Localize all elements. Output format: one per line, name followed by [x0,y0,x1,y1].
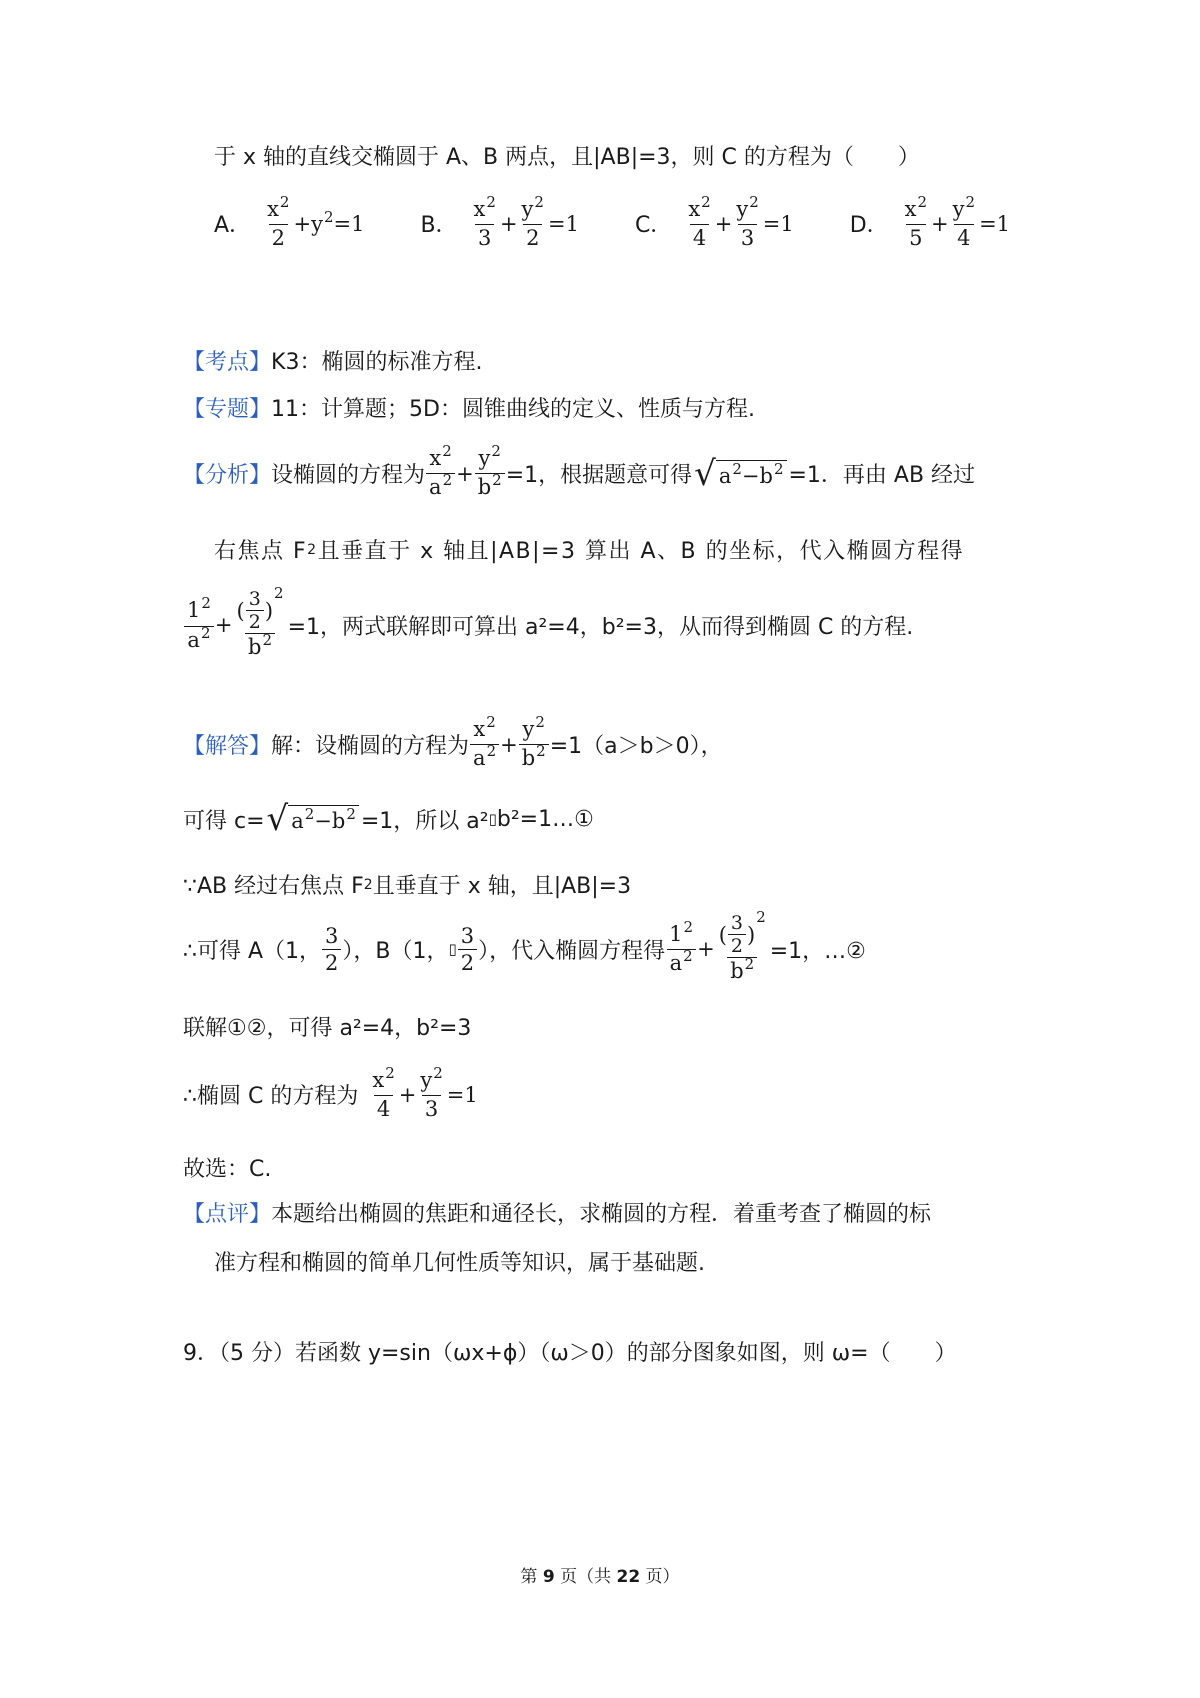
jieda-line-4: ∴可得 A（1， $\frac{3}{2}$ ），B（1， ▯ $\frac{3}{2}$ ），代入椭圆方程得 $\frac{1^2}{a^2}$ + ( $\frac{3}{2}$ ) 2 $b^2$ =1，…② [183,912,866,986]
fenxi-tag: 【分析】 [183,463,272,488]
jieda-line-2: 可得 c= √ $a^2-b^2$ =1，所以 a² ▯ b²=1…① [183,799,594,839]
fraction: $\frac{y^2}{b^2}$ [519,716,549,773]
fenxi-line-2: 右焦点 F 2 且垂直于 x 轴且|AB|=3 算出 A、B 的坐标，代入椭圆方程得 [214,539,965,564]
question-9: 9．（5 分）若函数 y=sin（ωx+ϕ）（ω＞0）的部分图象如图，则 ω=（ ） [183,1341,957,1366]
dianping-line-2: 准方程和椭圆的简单几何性质等知识，属于基础题. [214,1251,705,1276]
dianping-tag: 【点评】 [183,1202,272,1227]
fraction: $\frac{3}{2}$ [458,923,477,976]
fraction: $\frac{y^2}{3}$ [420,1064,443,1121]
dianping-line-1: 【点评】 本题给出椭圆的焦距和通径长，求椭圆的方程．着重考查了椭圆的标 [183,1197,931,1228]
fraction: $\frac{1^2}{a^2}$ [184,596,214,655]
jieda-line-7: 故选：C. [183,1157,272,1182]
fraction: ( $\frac{3}{2}$ ) 2 $b^2$ [234,588,287,662]
fraction: $\frac{y^2}{3}$ [736,193,759,250]
fraction: $\frac{y^2}{2}$ [521,193,544,250]
option-a[interactable]: A． $\frac{x^2}{2}$ + $y^2$ =1 [214,193,365,250]
sqrt-expression: √ $a^2-b^2$ [694,457,786,491]
fraction: $\frac{1^2}{a^2}$ [666,921,696,978]
jieda-line-6: ∴椭圆 C 的方程为 $\frac{x^2}{4}$ + $\frac{y^2}{3}$ =1 [183,1064,478,1121]
options-row [214,193,1066,251]
fraction: $\frac{x^2}{a^2}$ [426,445,455,502]
jieda-tag: 【解答】 [183,734,272,759]
option-c[interactable]: C． $\frac{x^2}{4}$ + $\frac{y^2}{3}$ =1 [634,193,794,250]
sqrt-expression: √ $a^2-b^2$ [267,802,359,836]
fraction: $\frac{y^2}{4}$ [952,193,976,250]
fraction: $\frac{x^2}{4}$ [372,1064,395,1121]
fraction: $\frac{x^2}{5}$ [904,193,928,250]
fraction: $\frac{x^2}{4}$ [688,193,711,250]
page-footer: 第 9 页（共 22 页） [520,1567,680,1587]
zhuanti-line: 【专题】 11：计算题；5D：圆锥曲线的定义、性质与方程. [183,392,755,423]
question-tail: 于 x 轴的直线交椭圆于 A、B 两点，且|AB|=3，则 C 的方程为（ ） [214,145,920,170]
fraction: $\frac{x^2}{3}$ [473,193,496,250]
fraction: $\frac{x^2}{2}$ [267,193,290,250]
fraction: ( $\frac{3}{2}$ ) 2 $b^2$ [716,912,769,986]
fraction: $\frac{3}{2}$ [322,923,341,976]
fraction: $\frac{x^2}{a^2}$ [470,716,499,773]
fenxi-line-3: $\frac{1^2}{a^2}$ + ( $\frac{3}{2}$ ) 2 $b^2$ =1， 两式联解即可算出 a²=4，b²=3，从而得到椭圆 C 的方程. [183,588,913,662]
option-b[interactable]: B． $\frac{x^2}{3}$ + $\frac{y^2}{2}$ =1 [420,193,579,250]
fraction: $\frac{y^2}{b^2}$ [475,445,505,502]
jieda-line-5: 联解①②，可得 a²=4，b²=3 [183,1016,472,1041]
jieda-line-1: 【解答】 解：设椭圆的方程为 $\frac{x^2}{a^2}$ + $\frac{y^2}{b^2}$ =1（a＞b＞0）， [183,716,723,773]
option-d[interactable]: D． $\frac{x^2}{5}$ + $\frac{y^2}{4}$ =1 [849,193,1011,250]
jieda-line-3: ∵AB 经过右焦点 F 2 且垂直于 x 轴，且|AB|=3 [183,874,632,899]
fenxi-line-1: 【分析】 设椭圆的方程为 $\frac{x^2}{a^2}$ + $\frac{y^2}{b^2}$ =1，根据题意可得 √ $a^2-b^2$ =1．再由 AB 经过 [183,445,975,502]
kaodian-line: 【考点】 K3：椭圆的标准方程. [183,345,482,376]
kaodian-tag: 【考点】 [183,350,272,375]
zhuanti-tag: 【专题】 [183,397,272,422]
